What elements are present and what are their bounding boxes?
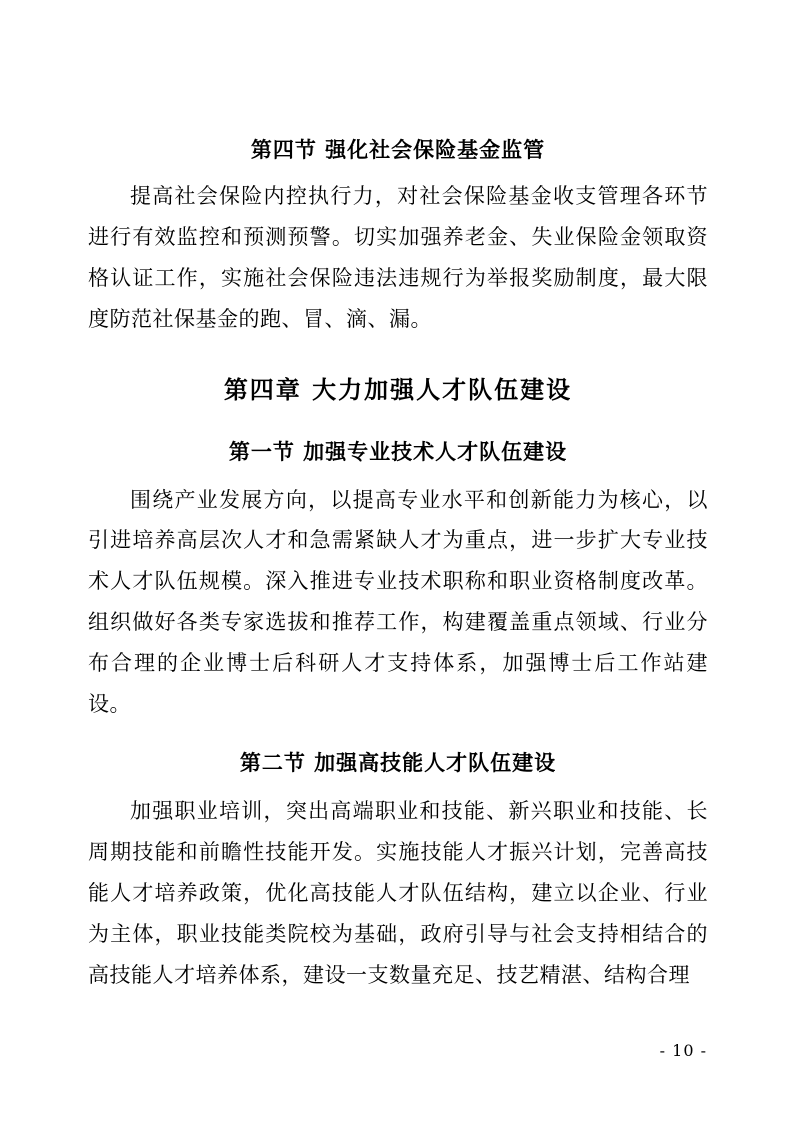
page-number: - 10 - [659,1041,707,1060]
paragraph-highly-skilled-talent: 加强职业培训，突出高端职业和技能、新兴职业和技能、长周期技能和前瞻性技能开发。实施技能人才振兴计划，完善高技能人才培养政策，优化高技能人才队伍结构，建立以企业、行业为主体，职业技能类院校为基础，政府引导与社会支持相结合的高技能人才培养体系，建设一支数量充足、技艺精湛、结构合理 [88,799,708,987]
section-heading-first-section: 第一节 加强专业技术人才队伍建设 [228,438,568,464]
document-body [88,120,708,1002]
chapter-heading-chapter-four: 第四章 大力加强人才队伍建设 [223,375,573,404]
section-heading-fourth-section: 第四节 强化社会保险基金监管 [250,137,546,162]
section-heading-second-section: 第二节 加强高技能人才队伍建设 [239,750,557,776]
paragraph-professional-technical-talent: 围绕产业发展方向，以提高专业水平和创新能力为核心，以引进培养高层次人才和急需紧缺人才为重点，进一步扩大专业技术人才队伍规模。深入推进专业技术职称和职业资格制度改革。组织做好各类专家选拔和推荐工作，构建覆盖重点领域、行业分布合理的企业博士后科研人才支持体系，加强博士后工作站建设。 [88,487,708,717]
paragraph-social-insurance-fund-supervision: 提高社会保险内控执行力，对社会保险基金收支管理各环节进行有效监控和预测预警。切实加强养老金、失业保险金领取资格认证工作，实施社会保险违法违规行为举报奖励制度，最大限度防范社保基金的跑、冒、滴、漏。 [88,183,708,331]
